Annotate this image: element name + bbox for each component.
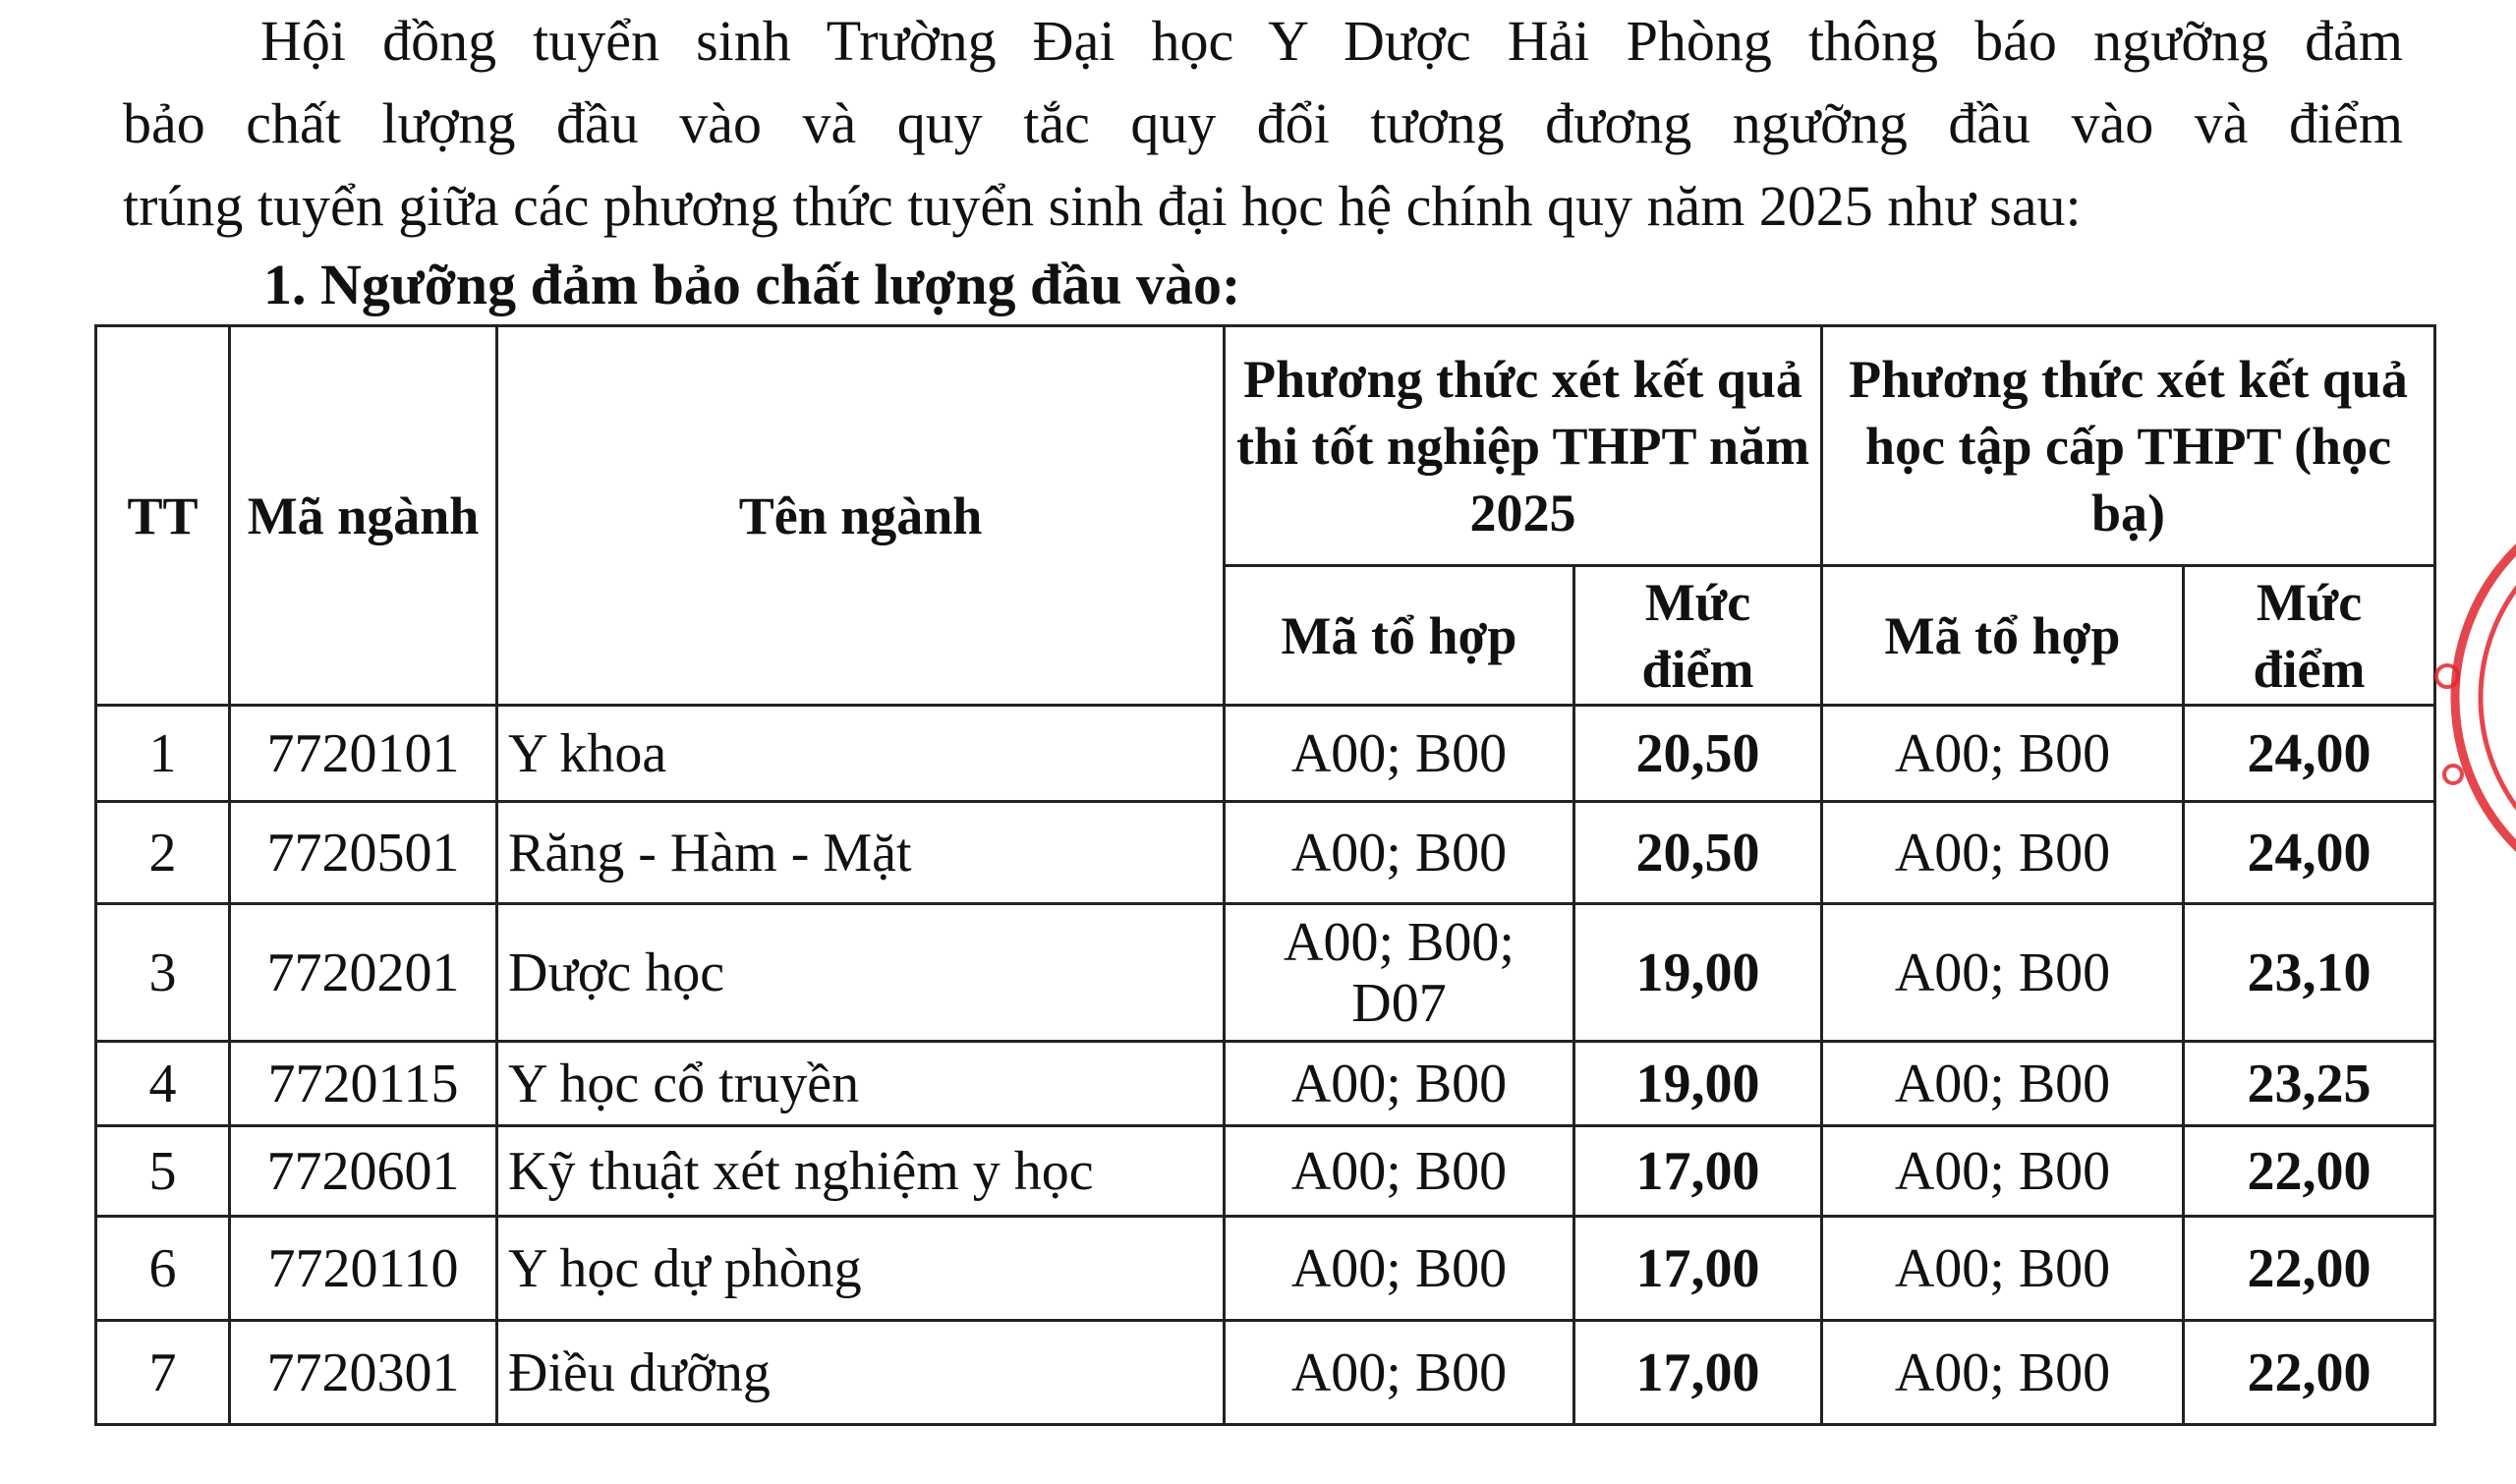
cell-ma-nganh: 7720110: [230, 1217, 497, 1321]
cell-ten-nganh: Kỹ thuật xét nghiệm y học: [497, 1126, 1225, 1217]
cell-ma-nganh: 7720101: [230, 706, 497, 802]
cell-ma-nganh: 7720601: [230, 1126, 497, 1217]
cell-ten-nganh: Điều dưỡng: [497, 1321, 1225, 1425]
cell-thpt-ma-to-hop: A00; B00; D07: [1225, 904, 1574, 1042]
cell-hocba-muc-diem: 24,00: [2184, 802, 2435, 904]
header-ma-nganh: Mã ngành: [230, 326, 497, 706]
cell-thpt-ma-to-hop: A00; B00: [1225, 1321, 1574, 1425]
intro-line-2: bảo chất lượng đầu vào và quy tắc quy đổi tương đương ngưỡng đầu vào và điểm: [123, 91, 2403, 155]
cell-thpt-muc-diem: 20,50: [1574, 706, 1822, 802]
header-ten-nganh: Tên ngành: [497, 326, 1225, 706]
cell-ten-nganh: Y khoa: [497, 706, 1225, 802]
table-row: [96, 802, 2435, 904]
cell-thpt-muc-diem: 17,00: [1574, 1217, 1822, 1321]
cell-thpt-muc-diem: 17,00: [1574, 1321, 1822, 1425]
cell-ten-nganh: Dược học: [497, 904, 1225, 1042]
cell-hocba-muc-diem: 22,00: [2184, 1126, 2435, 1217]
header-thpt-muc-diem: Mức điểm: [1574, 566, 1822, 706]
header-hocba-muc-diem: Mức điểm: [2184, 566, 2435, 706]
table-row: [96, 1321, 2435, 1425]
cell-thpt-muc-diem: 17,00: [1574, 1126, 1822, 1217]
cell-thpt-ma-to-hop: A00; B00: [1225, 1217, 1574, 1321]
cell-ma-nganh: 7720201: [230, 904, 497, 1042]
cell-hocba-muc-diem: 22,00: [2184, 1321, 2435, 1425]
cell-hocba-muc-diem: 23,25: [2184, 1042, 2435, 1126]
cell-ma-nganh: 7720115: [230, 1042, 497, 1126]
cell-hocba-ma-to-hop: A00; B00: [1822, 1217, 2184, 1321]
cell-tt: 2: [96, 802, 230, 904]
intro-line-3: trúng tuyển giữa các phương thức tuyển sinh đại học hệ chính quy năm 2025 như sau:: [123, 174, 2082, 238]
cell-hocba-ma-to-hop: A00; B00: [1822, 1126, 2184, 1217]
intro-paragraph: [123, 0, 2403, 248]
admission-threshold-table: [94, 324, 2436, 1426]
cell-thpt-muc-diem: 20,50: [1574, 802, 1822, 904]
cell-hocba-muc-diem: 24,00: [2184, 706, 2435, 802]
cell-ten-nganh: Răng - Hàm - Mặt: [497, 802, 1225, 904]
cell-tt: 5: [96, 1126, 230, 1217]
cell-thpt-muc-diem: 19,00: [1574, 1042, 1822, 1126]
section-heading: 1. Ngưỡng đảm bảo chất lượng đầu vào:: [263, 253, 1241, 316]
cell-ma-nganh: 7720301: [230, 1321, 497, 1425]
cell-tt: 4: [96, 1042, 230, 1126]
cell-hocba-ma-to-hop: A00; B00: [1822, 904, 2184, 1042]
cell-thpt-ma-to-hop: A00; B00: [1225, 706, 1574, 802]
cell-hocba-ma-to-hop: A00; B00: [1822, 706, 2184, 802]
header-tt: TT: [96, 326, 230, 706]
cell-hocba-ma-to-hop: A00; B00: [1822, 1042, 2184, 1126]
cell-tt: 6: [96, 1217, 230, 1321]
cell-thpt-ma-to-hop: A00; B00: [1225, 1126, 1574, 1217]
cell-ten-nganh: Y học dự phòng: [497, 1217, 1225, 1321]
cell-thpt-muc-diem: 19,00: [1574, 904, 1822, 1042]
cell-hocba-muc-diem: 22,00: [2184, 1217, 2435, 1321]
cell-thpt-ma-to-hop: A00; B00: [1225, 1042, 1574, 1126]
cell-tt: 1: [96, 706, 230, 802]
cell-hocba-ma-to-hop: A00; B00: [1822, 802, 2184, 904]
cell-hocba-ma-to-hop: A00; B00: [1822, 1321, 2184, 1425]
table-row: [96, 1042, 2435, 1126]
header-method-thpt: Phương thức xét kết quả thi tốt nghiệp THPT năm 2025: [1225, 326, 1822, 566]
header-hocba-ma-to-hop: Mã tổ hợp: [1822, 566, 2184, 706]
cell-thpt-ma-to-hop: A00; B00: [1225, 802, 1574, 904]
table-row: [96, 706, 2435, 802]
table-row: [96, 904, 2435, 1042]
cell-hocba-muc-diem: 23,10: [2184, 904, 2435, 1042]
cell-ma-nganh: 7720501: [230, 802, 497, 904]
cell-tt: 3: [96, 904, 230, 1042]
header-thpt-ma-to-hop: Mã tổ hợp: [1225, 566, 1574, 706]
cell-ten-nganh: Y học cổ truyền: [497, 1042, 1225, 1126]
header-method-hocba: Phương thức xét kết quả học tập cấp THPT (học bạ): [1822, 326, 2435, 566]
table-row: [96, 1126, 2435, 1217]
cell-tt: 7: [96, 1321, 230, 1425]
intro-line-1: Hội đồng tuyển sinh Trường Đại học Y Dược Hải Phòng thông báo ngưỡng đảm: [260, 9, 2403, 73]
table-row: [96, 1217, 2435, 1321]
